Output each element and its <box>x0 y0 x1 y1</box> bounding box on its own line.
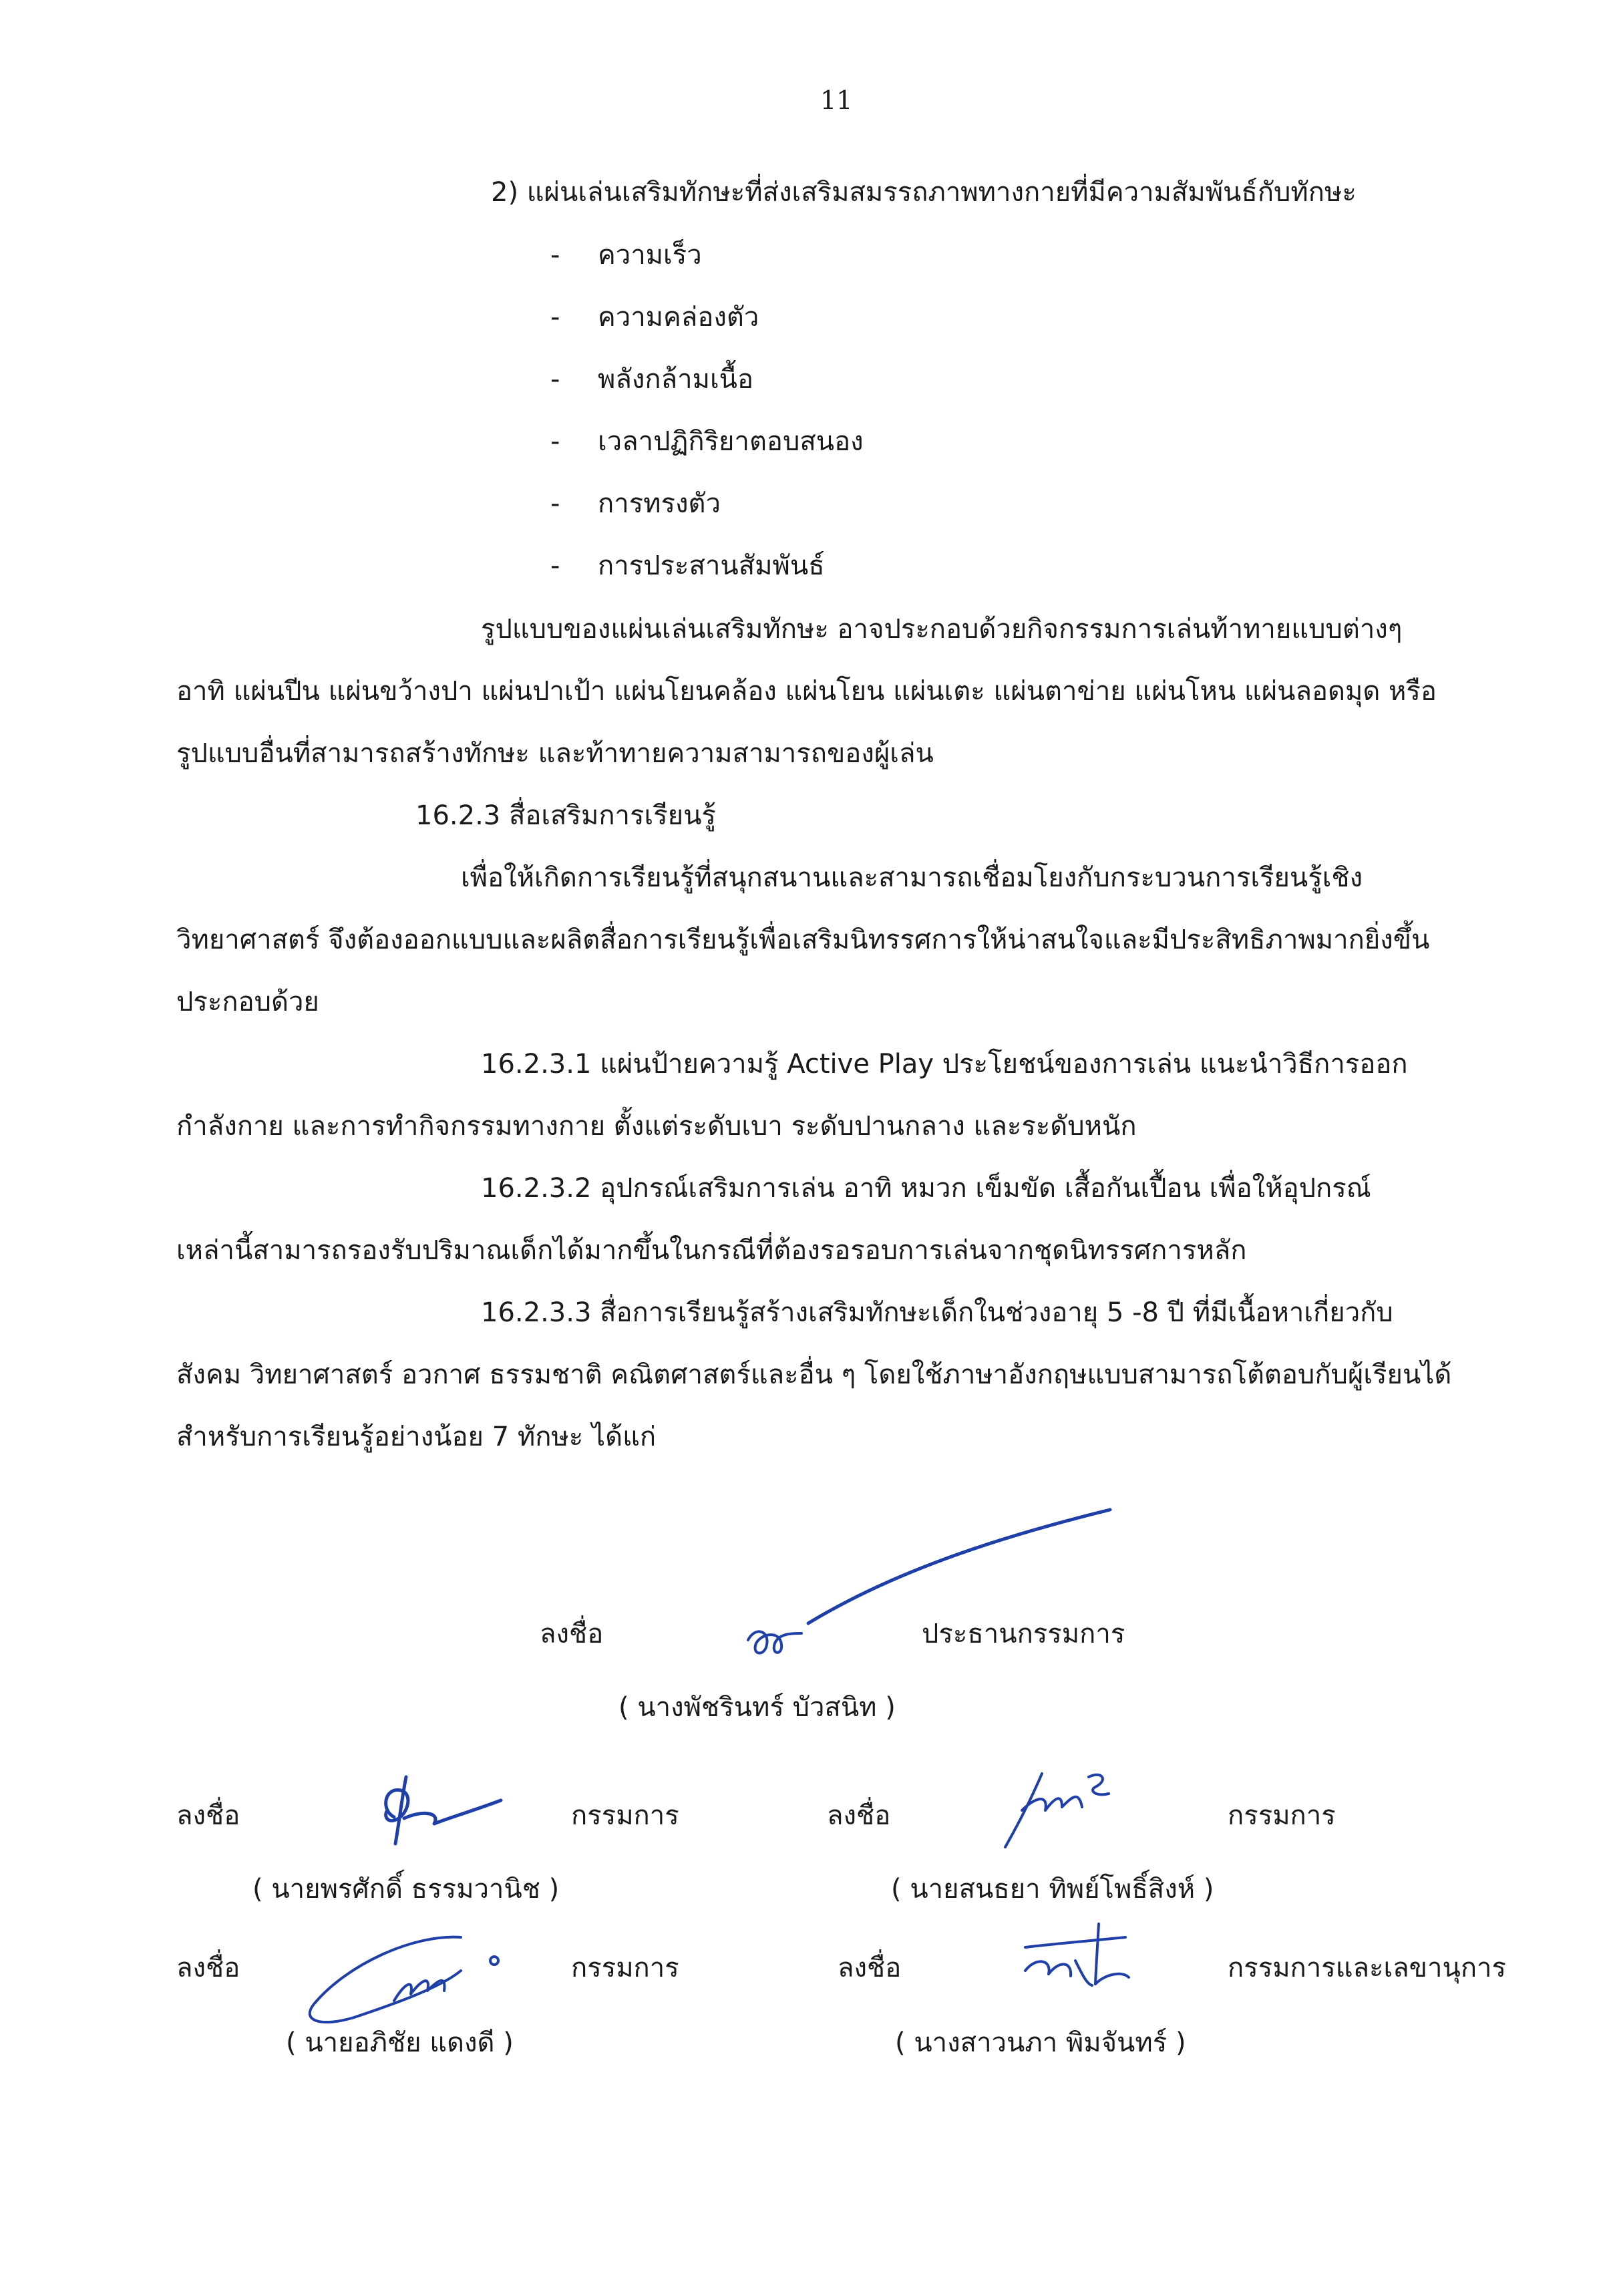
bullet-marker: - <box>550 550 560 581</box>
bullet-marker: - <box>550 364 560 395</box>
paragraph-line: 16.2.3.1 แผ่นป้ายความรู้ Active Play ประโยชน์ของการเล่น แนะนำวิธีการออก <box>481 1049 1408 1080</box>
bullet-marker: - <box>550 488 560 519</box>
sign-label: ลงชื่อ <box>827 1800 891 1831</box>
bullet-item-coordination: การประสานสัมพันธ์ <box>598 550 825 581</box>
sign-label: ลงชื่อ <box>176 1800 240 1831</box>
paragraph-line: 16.2.3.3 สื่อการเรียนรู้สร้างเสริมทักษะเด็กในช่วงอายุ 5 -8 ปี ที่มีเนื้อหาเกี่ยวกับ <box>481 1297 1393 1328</box>
member1-signature-image <box>367 1770 514 1857</box>
secretary-signature-image <box>1012 1911 1152 2004</box>
paragraph-line: รูปแบบอื่นที่สามารถสร้างทักษะ และท้าทายความสามารถของผู้เล่น <box>176 738 934 769</box>
member3-name: ( นายอภิชัย แดงดี ) <box>286 2027 514 2058</box>
bullet-item-reaction: เวลาปฏิกิริยาตอบสนอง <box>598 426 864 457</box>
item2-heading: 2) แผ่นเล่นเสริมทักษะที่ส่งเสริมสมรรถภาพทางกายที่มีความสัมพันธ์กับทักษะ <box>491 177 1357 208</box>
bullet-marker: - <box>550 426 560 457</box>
paragraph-line: สังคม วิทยาศาสตร์ อวกาศ ธรรมชาติ คณิตศาสตร์และอื่น ๆ โดยใช้ภาษาอังกฤษแบบสามารถโต้ตอบกับผู้เรียนได้ <box>176 1359 1452 1390</box>
bullet-marker: - <box>550 302 560 333</box>
member1-role: กรรมการ <box>571 1800 679 1831</box>
page-number: 11 <box>820 86 853 115</box>
member2-role: กรรมการ <box>1228 1800 1336 1831</box>
bullet-item-speed: ความเร็ว <box>598 240 702 271</box>
paragraph-line: รูปแบบของแผ่นเล่นเสริมทักษะ อาจประกอบด้วยกิจกรรมการเล่นท้าทายแบบต่างๆ <box>481 614 1403 645</box>
section-heading-16-2-3: 16.2.3 สื่อเสริมการเรียนรู้ <box>415 800 716 831</box>
sign-label: ลงชื่อ <box>838 1953 902 1983</box>
member1-name: ( นายพรศักดิ์ ธรรมวานิช ) <box>252 1874 560 1905</box>
paragraph-line: วิทยาศาสตร์ จึงต้องออกแบบและผลิตสื่อการเรียนรู้เพื่อเสริมนิทรรศการให้น่าสนใจและมีประสิทธิภาพมากยิ่งขึ้น <box>176 925 1430 955</box>
member2-name: ( นายสนธยา ทิพย์โพธิ์สิงห์ ) <box>891 1874 1214 1905</box>
paragraph-line: เหล่านี้สามารถรองรับปริมาณเด็กได้มากขึ้นในกรณีที่ต้องรอรอบการเล่นจากชุดนิทรรศการหลัก <box>176 1235 1247 1266</box>
member3-role: กรรมการ <box>571 1953 679 1983</box>
chair-role: ประธานกรรมการ <box>922 1619 1125 1649</box>
paragraph-line: สำหรับการเรียนรู้อย่างน้อย 7 ทักษะ ได้แก่ <box>176 1422 657 1452</box>
sign-label: ลงชื่อ <box>176 1953 240 1983</box>
chair-name: ( นางพัชรินทร์ บัวสนิท ) <box>618 1692 896 1723</box>
bullet-item-power: พลังกล้ามเนื้อ <box>598 364 754 395</box>
bullet-marker: - <box>550 240 560 271</box>
bullet-item-agility: ความคล่องตัว <box>598 302 759 333</box>
member2-signature-image <box>995 1757 1142 1857</box>
paragraph-line: เพื่อให้เกิดการเรียนรู้ที่สนุกสนานและสามารถเชื่อมโยงกับกระบวนการเรียนรู้เชิง <box>461 862 1363 893</box>
paragraph-line: 16.2.3.2 อุปกรณ์เสริมการเล่น อาทิ หมวก เข็มขัด เสื้อกันเปื้อน เพื่อให้อุปกรณ์ <box>481 1173 1371 1204</box>
paragraph-line: อาทิ แผ่นปีน แผ่นขว้างปา แผ่นปาเป้า แผ่นโยนคล้อง แผ่นโยน แผ่นเตะ แผ่นตาข่าย แผ่นโหน แผ่นลอดมุด หรือ <box>176 676 1437 707</box>
paragraph-line: ประกอบด้วย <box>176 987 319 1017</box>
bullet-item-balance: การทรงตัว <box>598 488 721 519</box>
secretary-role: กรรมการและเลขานุการ <box>1228 1953 1506 1983</box>
paragraph-line: กำลังกาย และการทำกิจกรรมทางกาย ตั้งแต่ระดับเบา ระดับปานกลาง และระดับหนัก <box>176 1111 1137 1142</box>
secretary-name: ( นางสาวนภา พิมจันทร์ ) <box>895 2027 1186 2058</box>
sign-label: ลงชื่อ <box>540 1619 604 1649</box>
